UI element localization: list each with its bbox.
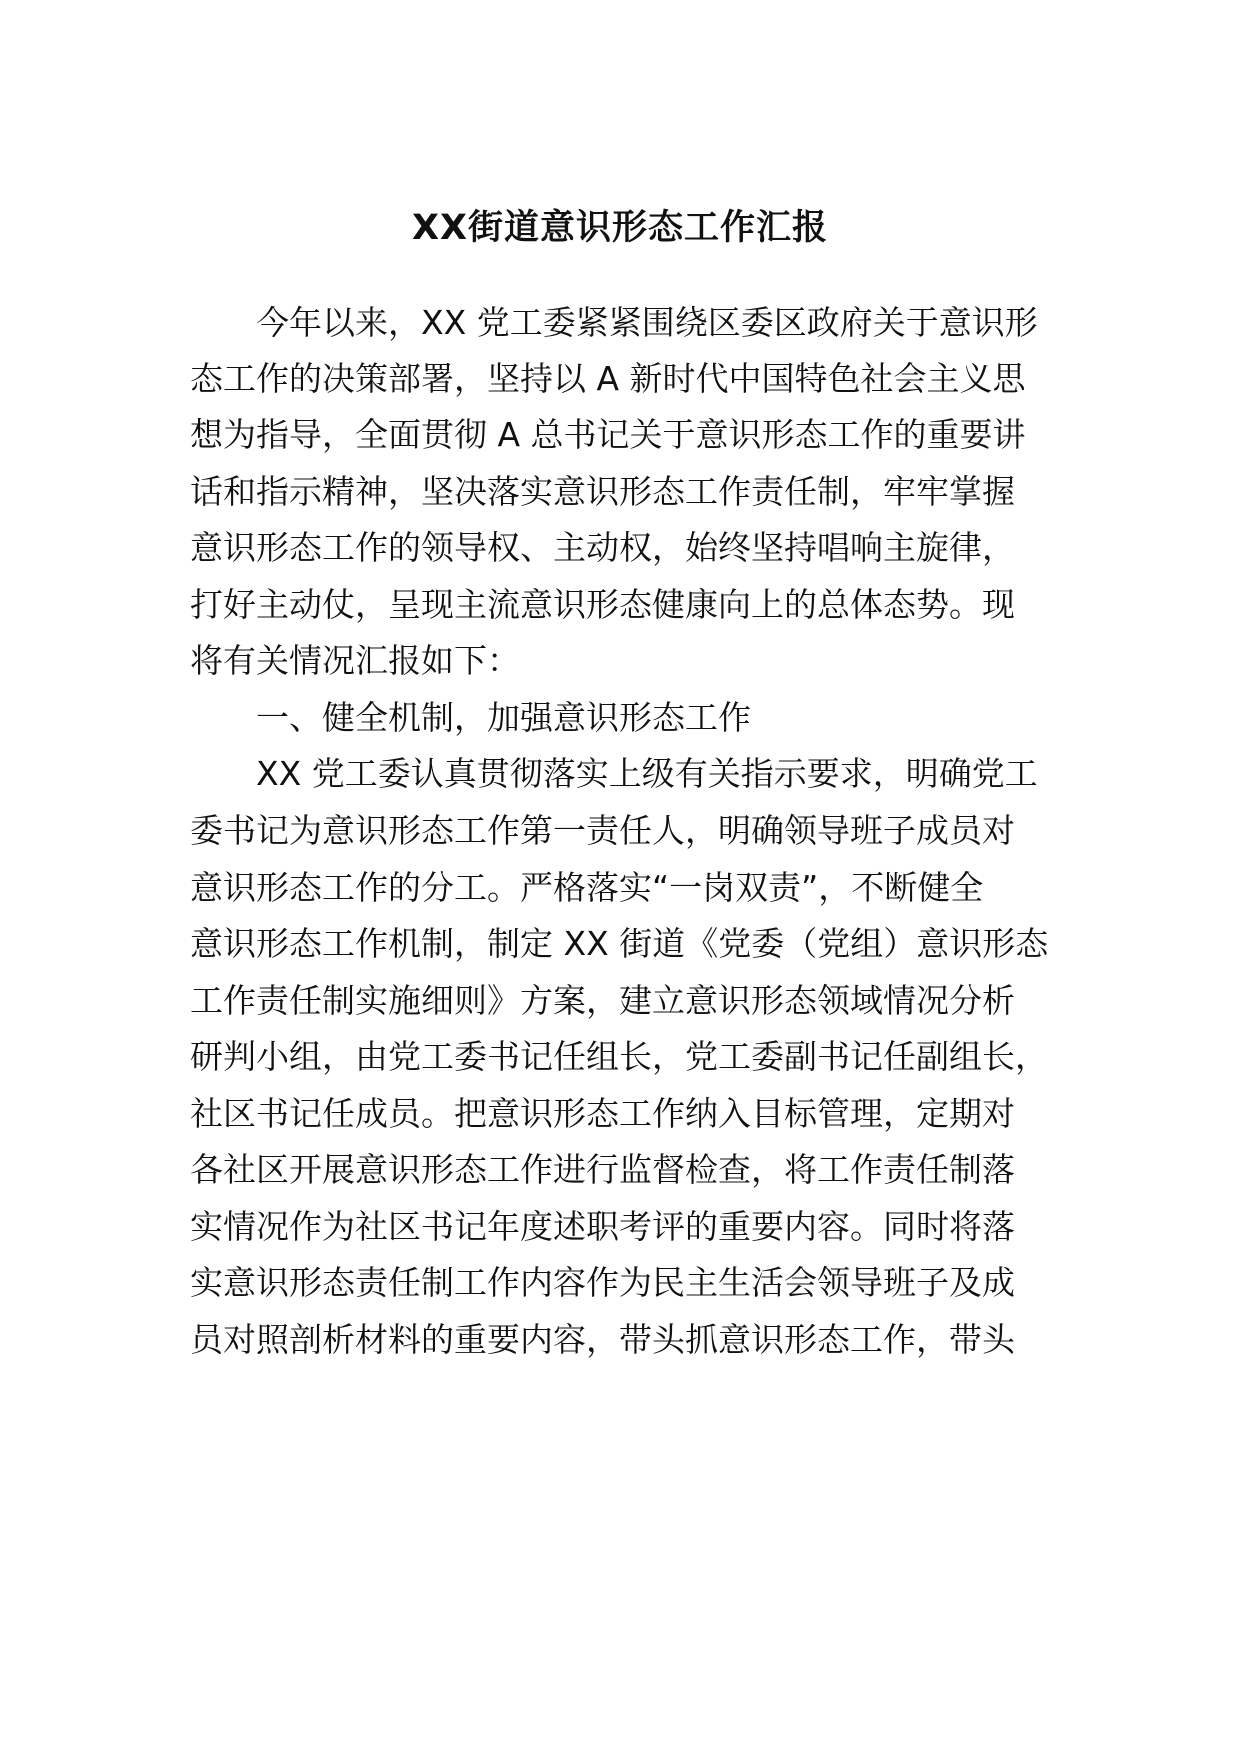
paragraph-2-line-5: 工作责任制实施细则》方案，建立意识形态领域情况分析 [190, 981, 1015, 1020]
paragraph-2-line-11: 员对照剖析材料的重要内容，带头抓意识形态工作，带头 [190, 1320, 1015, 1359]
paragraph-2-line-3: 意识形态工作的分工。严格落实“一岗双责”，不断健全 [190, 868, 984, 907]
paragraph-1-line-1: 今年以来，XX 党工委紧紧围绕区委区政府关于意识形 [256, 303, 1038, 342]
paragraph-2-line-8: 各社区开展意识形态工作进行监督检查，将工作责任制落 [190, 1150, 1015, 1189]
paragraph-1-line-2: 态工作的决策部署，坚持以 A 新时代中国特色社会主义思 [190, 359, 1026, 398]
paragraph-2-line-4: 意识形态工作机制，制定 XX 街道《党委（党组）意识形态 [190, 924, 1049, 963]
paragraph-1-line-3: 想为指导，全面贯彻 A 总书记关于意识形态工作的重要讲 [190, 415, 1026, 454]
paragraph-1-line-5: 意识形态工作的领导权、主动权，始终坚持唱响主旋律， [190, 528, 1015, 567]
paragraph-2-line-7: 社区书记任成员。把意识形态工作纳入目标管理，定期对 [190, 1094, 1015, 1133]
paragraph-1-line-4: 话和指示精神，坚决落实意识形态工作责任制，牢牢掌握 [190, 472, 1015, 511]
paragraph-2-line-10: 实意识形态责任制工作内容作为民主生活会领导班子及成 [190, 1263, 1015, 1302]
paragraph-2-line-6: 研判小组，由党工委书记任组长，党工委副书记任副组长， [190, 1037, 1048, 1076]
section-heading-1: 一、健全机制，加强意识形态工作 [256, 698, 751, 737]
paragraph-1-line-6: 打好主动仗，呈现主流意识形态健康向上的总体态势。现 [190, 585, 1015, 624]
paragraph-1-line-7: 将有关情况汇报如下： [190, 641, 520, 680]
document-title: XX街道意识形态工作汇报 [412, 208, 828, 248]
paragraph-2-line-1: XX 党工委认真贯彻落实上级有关指示要求，明确党工 [256, 754, 1038, 793]
paragraph-2-line-9: 实情况作为社区书记年度述职考评的重要内容。同时将落 [190, 1207, 1015, 1246]
paragraph-2-line-2: 委书记为意识形态工作第一责任人，明确领导班子成员对 [190, 811, 1015, 850]
